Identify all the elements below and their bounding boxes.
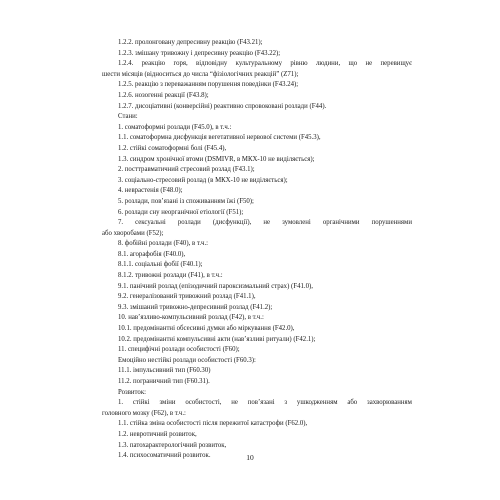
text-line: 1.4. психосоматичний розвиток. xyxy=(118,452,211,460)
text-line: шести місяців (відноситься до числа “фізіологічних реакцій” (Z71); xyxy=(102,70,299,78)
text-line: 1.1. стійка зміна особистості після пережитої катастрофи (F62.0), xyxy=(118,420,308,428)
text-line: 1.1. соматоформна дисфункція вегетативної нервової системи (F45.3), xyxy=(118,134,321,142)
text-line: 8. фобійні розлади (F40), в т.ч.: xyxy=(118,240,209,248)
text-line: 9.3. змішаний тривожно-депресивний розлад (F41.2); xyxy=(118,303,273,311)
text-line: 1.2.5. реакцію з переважанням порушення поведінки (F43.24); xyxy=(118,81,299,89)
text-line: 6. розлади сну неорганічної етіології (F51); xyxy=(118,208,244,216)
text-line: 11. специфічні розлади особистості (F60); xyxy=(118,346,240,354)
text-line: 1.2.4. реакцію горя, відповідну культуральному рівню людини, що не перевищує xyxy=(118,60,412,68)
text-line: 8.1.1. соціальні фобії (F40.1); xyxy=(118,261,203,269)
text-line: 1.3. синдром хронічної втоми (DSMIVR, в МКХ-10 не виділяється); xyxy=(118,155,315,163)
text-line: 4. неврастенія (F48.0); xyxy=(118,187,183,195)
text-line: 1.2.6. нозогенні реакції (F43.8); xyxy=(118,91,209,99)
text-line: 10.1. предомінантні обсесивні думки або міркування (F42.0), xyxy=(118,325,295,333)
text-line: 1.2.3. змішану тривожну і депресивну реакцію (F43.22); xyxy=(118,49,281,57)
text-line: 9.1. панічний розлад (епізодичний пароксизмальний страх) (F41.0), xyxy=(118,282,313,290)
text-line: 10. нав’язливо-компульсивний розлад (F42), в т.ч.: xyxy=(118,314,264,322)
text-line: 11.2. пограничний тип (F60.31). xyxy=(118,378,210,385)
text-line: 8.1. агорафобія (F40.0), xyxy=(118,250,186,258)
text-line: 1.2.7. дисоціативні (конверсійні) реактивно спровоковані розлади (F44). xyxy=(118,102,327,110)
text-line: головного мозку (F62), в т.ч.: xyxy=(102,409,186,417)
text-line: 1.2. стійкі соматоформні болі (F45.4), xyxy=(118,144,227,152)
text-line: 2. посттравматичний стресовий розлад (F43.1); xyxy=(118,166,255,174)
text-line: 5. розлади, пов’язані із споживанням їжі (F50); xyxy=(118,197,254,205)
text-line: 1.2.2. пролонговану депресивну реакцію (F43.21); xyxy=(118,39,263,46)
text-line: Стани: xyxy=(118,113,138,121)
text-line: 7. сексуальні розлади (дисфункції), не зумовлені органічними порушеннями xyxy=(118,219,412,227)
text-line: 10.2. предомінантні компульсивні акти (нав’язливі ритуали) (F42.1); xyxy=(118,335,316,343)
text-line: 1. стійкі зміни особистості, не пов’язані з ушкодженням або захворюванням xyxy=(118,399,412,407)
text-line: 8.1.2. тривожні розлади (F41), в т.ч.: xyxy=(118,272,223,280)
text-line: 1.2. невротичний розвиток, xyxy=(118,430,197,438)
text-line: 1.3. патохарактерологічний розвиток, xyxy=(118,441,227,449)
text-line: 11.1. імпульсивний тип (F60.30) xyxy=(118,367,211,375)
text-line: 1. соматоформні розлади (F45.0), в т.ч.: xyxy=(118,123,232,131)
text-line: або хворобами (F52); xyxy=(102,229,164,237)
text-line: 9.2. генералізований тривожний розлад (F41.1), xyxy=(118,293,256,301)
page-body xyxy=(102,38,412,462)
page-number: 10 xyxy=(246,453,254,462)
text-line: Розвиток: xyxy=(118,388,147,396)
text-line: Емоційно нестійкі розлади особистості (F60.3): xyxy=(118,356,256,364)
text-line: 3. соціально-стресовий розлад (в МКХ-10 не виділяється); xyxy=(118,176,288,184)
